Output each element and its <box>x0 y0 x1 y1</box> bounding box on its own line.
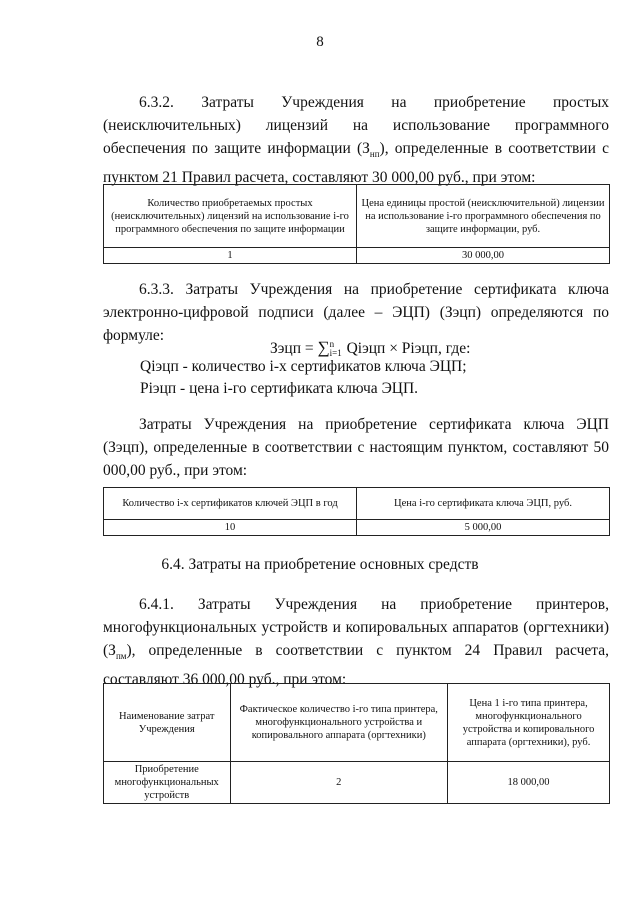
subscript: пм <box>115 651 127 662</box>
definition-price: Piэцп - цена i-го сертификата ключа ЭЦП. <box>140 380 419 397</box>
table-cell: 5 000,00 <box>357 520 610 536</box>
table-header-cell: Наименование затрат Учреждения <box>104 684 231 762</box>
sum-symbol: ∑ <box>317 338 330 357</box>
table-cell: 2 <box>230 762 448 804</box>
table-cell: 18 000,00 <box>448 762 610 804</box>
section-number: 6.3.3. <box>139 281 174 298</box>
paragraph-text: Затраты Учреждения на приобретение сертификата ключа ЭЦП (Зэцп), определенные в соответствии с настоящим пунктом, составляют 50 000,00 руб., при этом: <box>103 416 609 479</box>
formula-lhs: Зэцп = <box>270 340 314 357</box>
table-certificates <box>103 487 610 536</box>
table-licenses <box>103 184 610 264</box>
paragraph-text: Затраты Учреждения на приобретение простых (неисключительных) лицензий на использование программного обеспечения по защите информации (З <box>103 94 609 157</box>
section-number: 6.3.2. <box>139 94 174 111</box>
section-heading: 6.4. Затраты на приобретение основных средств <box>161 556 479 573</box>
table-header-cell: Цена единицы простой (неисключительной) лицензии на использование i-го программного обеспечения по защите информации, руб. <box>357 185 610 248</box>
table-header-cell: Цена 1 i-го типа принтера, многофункционального устройства и копировального аппарата (оргтехники), руб. <box>448 684 610 762</box>
table-header-cell: Цена i-го сертификата ключа ЭЦП, руб. <box>357 488 610 520</box>
page-number: 8 <box>316 34 324 50</box>
subscript: нп <box>369 149 380 160</box>
table-equipment <box>103 683 610 804</box>
sum-upper: n <box>329 339 335 350</box>
section-number: 6.4.1. <box>139 596 174 613</box>
paragraph-6-4-1 <box>103 593 609 691</box>
table-cell: 1 <box>104 248 357 264</box>
paragraph-text: Затраты Учреждения на приобретение сертификата ключа электронно-цифровой подписи (далее – ЭЦП) (Зэцп) определяются по формуле: <box>103 281 609 344</box>
definition-quantity: Qiэцп - количество i-х сертификатов ключа ЭЦП; <box>140 358 467 375</box>
table-header-cell: Количество приобретаемых простых (неисключительных) лицензий на использование i-го программного обеспечения по защите информации <box>104 185 357 248</box>
paragraph-6-3-2 <box>103 91 609 189</box>
paragraph-text: Затраты Учреждения на приобретение принтеров, многофункциональных устройств и копировальных аппаратов (оргтехники) (З <box>103 596 610 659</box>
table-header-cell: Фактическое количество i-го типа принтера, многофункционального устройства и копировального аппарата (оргтехники) <box>230 684 448 762</box>
table-header-cell: Количество i-х сертификатов ключей ЭЦП в год <box>104 488 357 520</box>
table-cell: Приобретение многофункциональных устройств <box>104 762 231 804</box>
paragraph-text-end: ), определенные в соответствии с пунктом 21 Правил расчета, составляют 30 000,00 руб., при этом: <box>103 140 609 187</box>
paragraph-text-end: ), определенные в соответствии с пунктом 24 Правил расчета, составляют 36 000,00 руб., при этом: <box>103 642 609 689</box>
formula-body: Qiэцп × Piэцп, где: <box>346 340 471 357</box>
table-cell: 30 000,00 <box>357 248 610 264</box>
sum-lower: i=1 <box>329 348 342 359</box>
table-cell: 10 <box>104 520 357 536</box>
paragraph-6-3-3-total <box>103 413 609 482</box>
